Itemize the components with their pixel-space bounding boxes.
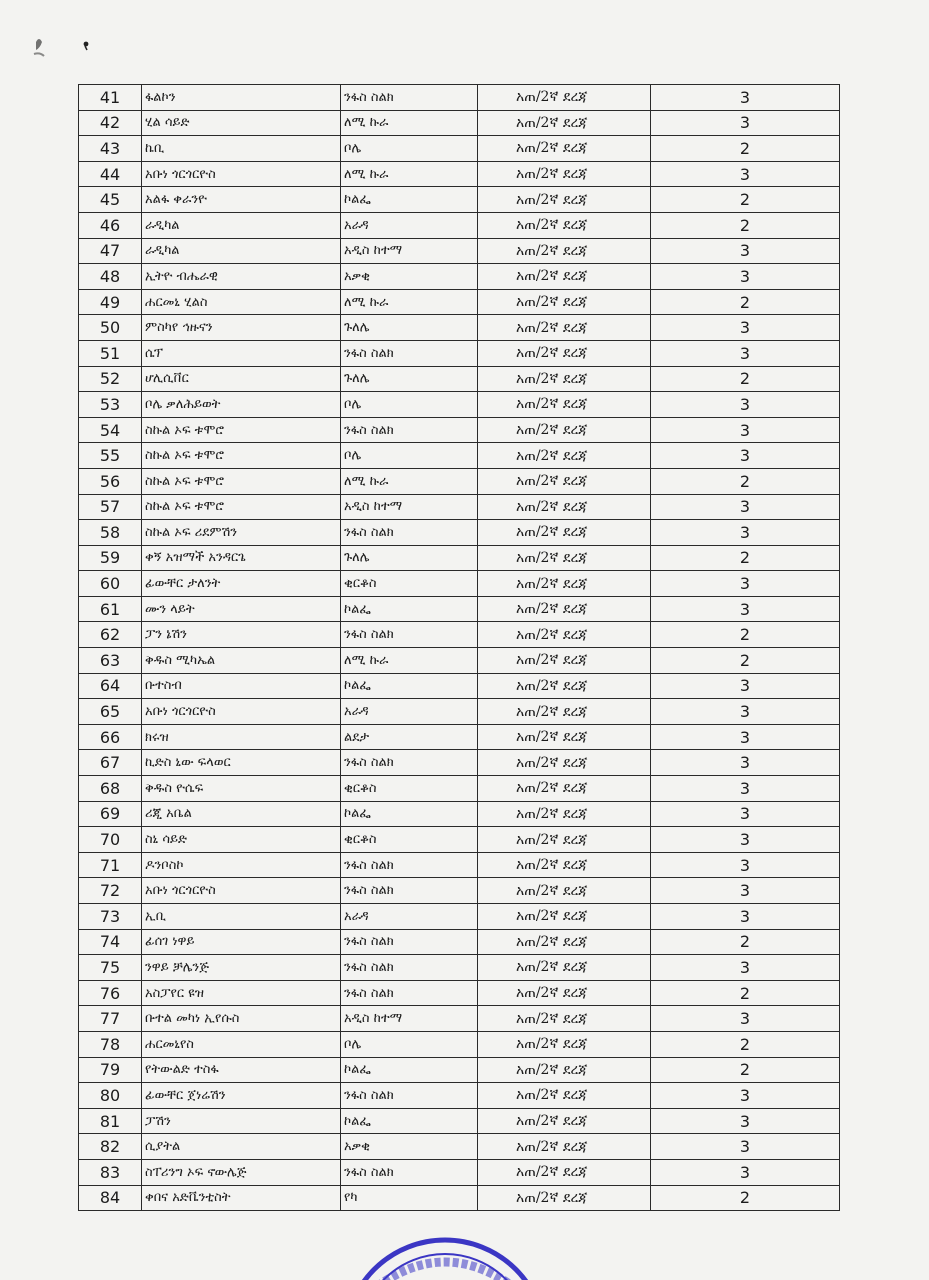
school-level: አጠ/2ኛ ደረጃ — [478, 520, 651, 546]
rating-level: 2 — [651, 212, 840, 238]
row-number: 77 — [79, 1006, 142, 1032]
table-row — [79, 85, 840, 111]
school-level: አጠ/2ኛ ደረጃ — [478, 878, 651, 904]
row-number: 45 — [79, 187, 142, 213]
row-number: 49 — [79, 289, 142, 315]
school-level: አጠ/2ኛ ደረጃ — [478, 904, 651, 930]
table-row — [79, 136, 840, 162]
table-row — [79, 673, 840, 699]
rating-level: 3 — [651, 724, 840, 750]
sub-city: ንፋስ ስልክ — [341, 929, 478, 955]
school-level: አጠ/2ኛ ደረጃ — [478, 929, 651, 955]
rating-level: 2 — [651, 545, 840, 571]
table-row — [79, 929, 840, 955]
school-level: አጠ/2ኛ ደረጃ — [478, 494, 651, 520]
sub-city: ንፋስ ስልክ — [341, 85, 478, 111]
row-number: 72 — [79, 878, 142, 904]
school-name: አልፋ ቀራንዮ — [142, 187, 341, 213]
table-row — [79, 699, 840, 725]
sub-city: ንፋስ ስልክ — [341, 622, 478, 648]
sub-city: ለሚ ኩራ — [341, 110, 478, 136]
school-name: አቡነ ጎርጎርዮስ — [142, 878, 341, 904]
school-level: አጠ/2ኛ ደረጃ — [478, 596, 651, 622]
sub-city: አዲስ ከተማ — [341, 238, 478, 264]
school-level: አጠ/2ኛ ደረጃ — [478, 750, 651, 776]
sub-city: ለሚ ኩራ — [341, 468, 478, 494]
sub-city: ኮልፌ — [341, 187, 478, 213]
sub-city: ኮልፌ — [341, 1057, 478, 1083]
rating-level: 3 — [651, 596, 840, 622]
table-row — [79, 264, 840, 290]
rating-level: 3 — [651, 878, 840, 904]
sub-city: ለሚ ኩራ — [341, 161, 478, 187]
sub-city: ኮልፌ — [341, 673, 478, 699]
rating-level: 2 — [651, 980, 840, 1006]
school-name: ሙን ላይት — [142, 596, 341, 622]
rating-level: 3 — [651, 852, 840, 878]
sub-city: አቃቂ — [341, 264, 478, 290]
row-number: 76 — [79, 980, 142, 1006]
school-name: ኬቢ — [142, 136, 341, 162]
table-row — [79, 1057, 840, 1083]
row-number: 61 — [79, 596, 142, 622]
row-number: 80 — [79, 1083, 142, 1109]
row-number: 60 — [79, 571, 142, 597]
table-row — [79, 110, 840, 136]
school-name: ፋልኮን — [142, 85, 341, 111]
school-level: አጠ/2ኛ ደረጃ — [478, 699, 651, 725]
rating-level: 3 — [651, 571, 840, 597]
sub-city: ንፋስ ስልክ — [341, 1159, 478, 1185]
sub-city: ቂርቆስ — [341, 776, 478, 802]
school-level: አጠ/2ኛ ደረጃ — [478, 622, 651, 648]
row-number: 58 — [79, 520, 142, 546]
school-level: አጠ/2ኛ ደረጃ — [478, 289, 651, 315]
table-row — [79, 904, 840, 930]
table-row — [79, 1185, 840, 1211]
table-row — [79, 571, 840, 597]
sub-city: ቦሌ — [341, 1031, 478, 1057]
school-name: የትውልድ ተስፋ — [142, 1057, 341, 1083]
rating-level: 3 — [651, 673, 840, 699]
school-level: አጠ/2ኛ ደረጃ — [478, 1108, 651, 1134]
sub-city: ለሚ ኩራ — [341, 648, 478, 674]
sub-city: ንፋስ ስልክ — [341, 878, 478, 904]
table-row — [79, 776, 840, 802]
row-number: 75 — [79, 955, 142, 981]
sub-city: አዲስ ከተማ — [341, 1006, 478, 1032]
rating-level: 2 — [651, 1031, 840, 1057]
rating-level: 3 — [651, 1159, 840, 1185]
rating-level: 3 — [651, 699, 840, 725]
rating-level: 3 — [651, 161, 840, 187]
school-level: አጠ/2ኛ ደረጃ — [478, 980, 651, 1006]
school-level: አጠ/2ኛ ደረጃ — [478, 340, 651, 366]
school-level: አጠ/2ኛ ደረጃ — [478, 1006, 651, 1032]
table-row — [79, 340, 840, 366]
school-level: አጠ/2ኛ ደረጃ — [478, 852, 651, 878]
rating-level: 2 — [651, 648, 840, 674]
sub-city: ጉለሌ — [341, 315, 478, 341]
sub-city: አቃቂ — [341, 1134, 478, 1160]
table-row — [79, 187, 840, 213]
rating-level: 3 — [651, 904, 840, 930]
table-row — [79, 161, 840, 187]
table-row — [79, 417, 840, 443]
sub-city: የካ — [341, 1185, 478, 1211]
school-name: ኢቢ — [142, 904, 341, 930]
row-number: 69 — [79, 801, 142, 827]
row-number: 62 — [79, 622, 142, 648]
table-row — [79, 1006, 840, 1032]
school-name: ስኩል ኦፍ ቱሞሮ — [142, 417, 341, 443]
sub-city: ቦሌ — [341, 392, 478, 418]
row-number: 48 — [79, 264, 142, 290]
sub-city: ለሚ ኩራ — [341, 289, 478, 315]
table-row — [79, 1108, 840, 1134]
rating-level: 3 — [651, 520, 840, 546]
school-name: ስፐሪንግ ኦፍ ኖውሌጅ — [142, 1159, 341, 1185]
rating-level: 3 — [651, 494, 840, 520]
row-number: 73 — [79, 904, 142, 930]
row-number: 51 — [79, 340, 142, 366]
school-level: አጠ/2ኛ ደረጃ — [478, 161, 651, 187]
school-name: ቀኝ አዝማች አንዳርጌ — [142, 545, 341, 571]
sub-city: ኮልፌ — [341, 596, 478, 622]
row-number: 70 — [79, 827, 142, 853]
table-row — [79, 315, 840, 341]
school-name: ራዲካል — [142, 212, 341, 238]
sub-city: ቦሌ — [341, 136, 478, 162]
school-level: አጠ/2ኛ ደረጃ — [478, 443, 651, 469]
sub-city: አራዳ — [341, 699, 478, 725]
school-level: አጠ/2ኛ ደረጃ — [478, 85, 651, 111]
school-name: ሂል ሳይድ — [142, 110, 341, 136]
table-row — [79, 545, 840, 571]
table-row — [79, 494, 840, 520]
school-level: አጠ/2ኛ ደረጃ — [478, 1134, 651, 1160]
rating-level: 3 — [651, 955, 840, 981]
row-number: 57 — [79, 494, 142, 520]
row-number: 74 — [79, 929, 142, 955]
row-number: 44 — [79, 161, 142, 187]
sub-city: ቂርቆስ — [341, 571, 478, 597]
school-level: አጠ/2ኛ ደረጃ — [478, 212, 651, 238]
row-number: 81 — [79, 1108, 142, 1134]
school-name: ፊውቸር ጀነሬሽን — [142, 1083, 341, 1109]
school-level: አጠ/2ኛ ደረጃ — [478, 1159, 651, 1185]
rating-level: 2 — [651, 1185, 840, 1211]
school-level: አጠ/2ኛ ደረጃ — [478, 724, 651, 750]
school-name: አቡነ ጎርጎርዮስ — [142, 699, 341, 725]
row-number: 78 — [79, 1031, 142, 1057]
school-name: ዶንቦስኮ — [142, 852, 341, 878]
table-row — [79, 827, 840, 853]
row-number: 56 — [79, 468, 142, 494]
school-name: ኪድስ ኒው ፍላወር — [142, 750, 341, 776]
rating-level: 3 — [651, 417, 840, 443]
school-name: ራዲካል — [142, 238, 341, 264]
table-row — [79, 852, 840, 878]
school-name: ቡተል መካነ ኢየሱስ — [142, 1006, 341, 1032]
sub-city: አዲስ ከተማ — [341, 494, 478, 520]
rating-level: 3 — [651, 238, 840, 264]
school-name: አስፓየር ዩዝ — [142, 980, 341, 1006]
sub-city: ልደታ — [341, 724, 478, 750]
row-number: 64 — [79, 673, 142, 699]
row-number: 63 — [79, 648, 142, 674]
rating-level: 3 — [651, 340, 840, 366]
school-name: አቡነ ጎርጎርዮስ — [142, 161, 341, 187]
sub-city: ኮልፌ — [341, 801, 478, 827]
table-row — [79, 468, 840, 494]
school-name: ኢትዮ ብሔራዊ — [142, 264, 341, 290]
rating-level: 3 — [651, 85, 840, 111]
school-level: አጠ/2ኛ ደረጃ — [478, 110, 651, 136]
school-name: ሆሊሲቨር — [142, 366, 341, 392]
rating-level: 3 — [651, 443, 840, 469]
school-name: ሐርመኒየስ — [142, 1031, 341, 1057]
sub-city: አራዳ — [341, 212, 478, 238]
table-row — [79, 1083, 840, 1109]
school-name: ቦሌ ቃለሕይወት — [142, 392, 341, 418]
school-level: አጠ/2ኛ ደረጃ — [478, 136, 651, 162]
sub-city: ንፋስ ስልክ — [341, 980, 478, 1006]
sub-city: ንፋስ ስልክ — [341, 852, 478, 878]
school-name: ንዋይ ቻሌንጅ — [142, 955, 341, 981]
row-number: 55 — [79, 443, 142, 469]
row-number: 47 — [79, 238, 142, 264]
school-name: ስኩል ኦፍ ቱሞሮ — [142, 494, 341, 520]
sub-city: ንፋስ ስልክ — [341, 520, 478, 546]
table-row — [79, 1159, 840, 1185]
school-level: አጠ/2ኛ ደረጃ — [478, 776, 651, 802]
school-name: ቀበና አድቬንቲስት — [142, 1185, 341, 1211]
sub-city: ንፋስ ስልክ — [341, 750, 478, 776]
row-number: 52 — [79, 366, 142, 392]
table-row — [79, 289, 840, 315]
row-number: 46 — [79, 212, 142, 238]
school-name: ቡተስብ — [142, 673, 341, 699]
row-number: 71 — [79, 852, 142, 878]
row-number: 50 — [79, 315, 142, 341]
row-number: 41 — [79, 85, 142, 111]
rating-level: 3 — [651, 801, 840, 827]
rating-level: 3 — [651, 392, 840, 418]
rating-level: 3 — [651, 315, 840, 341]
sub-city: ቦሌ — [341, 443, 478, 469]
rating-level: 2 — [651, 136, 840, 162]
school-level: አጠ/2ኛ ደረጃ — [478, 238, 651, 264]
row-number: 59 — [79, 545, 142, 571]
row-number: 43 — [79, 136, 142, 162]
school-level: አጠ/2ኛ ደረጃ — [478, 1185, 651, 1211]
school-name: ሲያትል — [142, 1134, 341, 1160]
school-level: አጠ/2ኛ ደረጃ — [478, 827, 651, 853]
school-level: አጠ/2ኛ ደረጃ — [478, 468, 651, 494]
school-name: ቅዱስ ዮሴፍ — [142, 776, 341, 802]
rating-level: 3 — [651, 827, 840, 853]
table-row — [79, 801, 840, 827]
rating-level: 3 — [651, 1083, 840, 1109]
school-level: አጠ/2ኛ ደረጃ — [478, 366, 651, 392]
school-name: ስኩል ኦፍ ቱሞሮ — [142, 468, 341, 494]
table-row — [79, 212, 840, 238]
row-number: 65 — [79, 699, 142, 725]
rating-level: 3 — [651, 110, 840, 136]
school-level: አጠ/2ኛ ደረጃ — [478, 801, 651, 827]
table-row — [79, 724, 840, 750]
row-number: 79 — [79, 1057, 142, 1083]
school-level: አጠ/2ኛ ደረጃ — [478, 264, 651, 290]
school-name: ቅዱስ ሚካኤል — [142, 648, 341, 674]
sub-city: ንፋስ ስልክ — [341, 417, 478, 443]
table-row — [79, 1031, 840, 1057]
rating-level: 2 — [651, 468, 840, 494]
rating-level: 2 — [651, 1057, 840, 1083]
rating-level: 2 — [651, 187, 840, 213]
row-number: 68 — [79, 776, 142, 802]
rating-level: 3 — [651, 1108, 840, 1134]
school-level: አጠ/2ኛ ደረጃ — [478, 417, 651, 443]
rating-level: 2 — [651, 366, 840, 392]
sub-city: ንፋስ ስልክ — [341, 340, 478, 366]
table-row — [79, 392, 840, 418]
sub-city: ጉለሌ — [341, 545, 478, 571]
table-row — [79, 520, 840, 546]
school-name: ፊውቸር ታለንት — [142, 571, 341, 597]
sub-city: አራዳ — [341, 904, 478, 930]
school-level: አጠ/2ኛ ደረጃ — [478, 1083, 651, 1109]
sub-city: ንፋስ ስልክ — [341, 1083, 478, 1109]
school-level: አጠ/2ኛ ደረጃ — [478, 571, 651, 597]
row-number: 67 — [79, 750, 142, 776]
row-number: 82 — [79, 1134, 142, 1160]
table-row — [79, 648, 840, 674]
official-stamp — [330, 1222, 560, 1280]
school-registry-table — [78, 84, 840, 1211]
school-level: አጠ/2ኛ ደረጃ — [478, 673, 651, 699]
school-level: አጠ/2ኛ ደረጃ — [478, 1031, 651, 1057]
sub-city: ንፋስ ስልክ — [341, 955, 478, 981]
school-name: ስኩል ኦፍ ቱሞሮ — [142, 443, 341, 469]
table-row — [79, 980, 840, 1006]
scan-smudge-marks — [30, 32, 100, 62]
rating-level: 3 — [651, 1006, 840, 1032]
row-number: 53 — [79, 392, 142, 418]
rating-level: 2 — [651, 929, 840, 955]
sub-city: ኮልፌ — [341, 1108, 478, 1134]
table-row — [79, 878, 840, 904]
rating-level: 2 — [651, 622, 840, 648]
school-name: ምስካየ ኅዙናን — [142, 315, 341, 341]
table-row — [79, 238, 840, 264]
table-row — [79, 622, 840, 648]
row-number: 84 — [79, 1185, 142, 1211]
school-name: ስኩል ኦፍ ሪደምሽን — [142, 520, 341, 546]
row-number: 66 — [79, 724, 142, 750]
row-number: 42 — [79, 110, 142, 136]
row-number: 83 — [79, 1159, 142, 1185]
school-name: ስኒ ሳይድ — [142, 827, 341, 853]
school-level: አጠ/2ኛ ደረጃ — [478, 187, 651, 213]
school-name: ፊሰገ ነዋይ — [142, 929, 341, 955]
table-row — [79, 596, 840, 622]
school-level: አጠ/2ኛ ደረጃ — [478, 955, 651, 981]
rating-level: 3 — [651, 264, 840, 290]
rating-level: 3 — [651, 750, 840, 776]
rating-level: 2 — [651, 289, 840, 315]
school-level: አጠ/2ኛ ደረጃ — [478, 392, 651, 418]
school-level: አጠ/2ኛ ደረጃ — [478, 315, 651, 341]
school-level: አጠ/2ኛ ደረጃ — [478, 545, 651, 571]
school-name: ሪጂ አቤል — [142, 801, 341, 827]
sub-city: ጉለሌ — [341, 366, 478, 392]
school-name: ፓሽን — [142, 1108, 341, 1134]
table-row — [79, 443, 840, 469]
rating-level: 3 — [651, 1134, 840, 1160]
rating-level: 3 — [651, 776, 840, 802]
school-name: ሐርመኒ ሂልስ — [142, 289, 341, 315]
table-row — [79, 750, 840, 776]
school-level: አጠ/2ኛ ደረጃ — [478, 1057, 651, 1083]
school-name: ክሩዝ — [142, 724, 341, 750]
sub-city: ቂርቆስ — [341, 827, 478, 853]
table-row — [79, 1134, 840, 1160]
row-number: 54 — [79, 417, 142, 443]
school-name: ፓን ኔሽን — [142, 622, 341, 648]
table-row — [79, 955, 840, 981]
school-level: አጠ/2ኛ ደረጃ — [478, 648, 651, 674]
school-name: ሴፕ — [142, 340, 341, 366]
table-row — [79, 366, 840, 392]
